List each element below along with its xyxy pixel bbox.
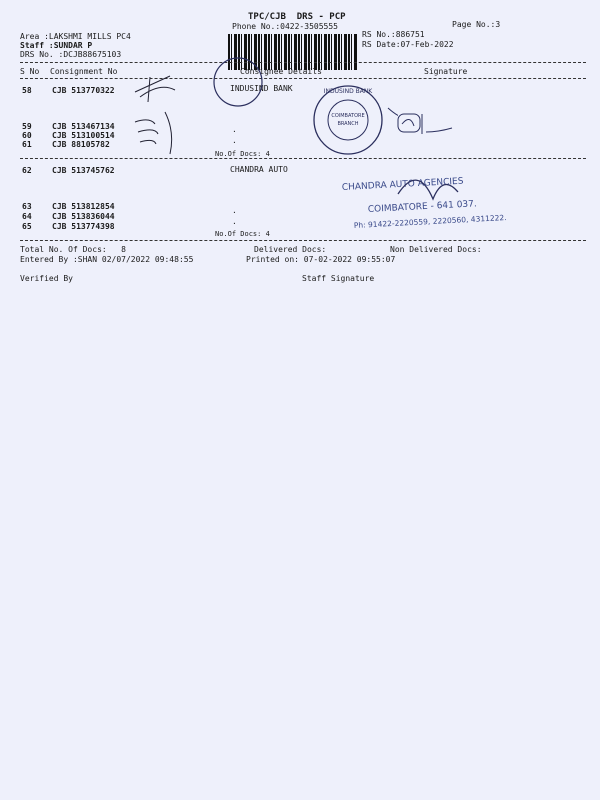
handwritten-signature [130, 72, 220, 162]
chandra-auto-stamp [338, 164, 538, 234]
row-sno: 58 [22, 86, 32, 95]
row-consignment: CJB 513812854 [52, 202, 115, 211]
entered-by: Entered By :SHAN 02/07/2022 09:48:55 [20, 255, 194, 264]
col-sno: S No [20, 67, 40, 76]
verified-by: Verified By [20, 274, 73, 283]
docs-count: No.Of Docs: 4 [215, 150, 270, 158]
svg-text:BRANCH: BRANCH [337, 121, 359, 127]
rs-date: RS Date:07-Feb-2022 [362, 40, 454, 49]
col-consignee: Consignee Details [240, 67, 322, 76]
drs-number: DRS No. :DCJB88675103 [20, 50, 122, 59]
svg-text:Ph: 91422-2220559, 2220560, 43: Ph: 91422-2220559, 2220560, 4311222. [353, 213, 507, 230]
row-consignment: CJB 513467134 [52, 122, 115, 131]
row-sno: 65 [22, 222, 32, 231]
docs-count: No.Of Docs: 4 [215, 230, 270, 238]
phone-number: Phone No.:0422-3505555 [232, 22, 338, 31]
row-consignment: CJB 513745762 [52, 166, 115, 175]
row-sno: 61 [22, 140, 32, 149]
document-title: TPC/CJB DRS - PCP [248, 12, 346, 22]
row-sno: 64 [22, 212, 32, 221]
page-number: Page No.:3 [452, 20, 501, 29]
bank-round-stamp [208, 46, 398, 166]
row-sno: 59 [22, 122, 32, 131]
row-consignment: CJB 513774398 [52, 222, 115, 231]
svg-text:INDUSIND BANK: INDUSIND BANK [323, 88, 373, 95]
non-delivered-docs: Non Delivered Docs: [390, 245, 482, 254]
row-sno: 63 [22, 202, 32, 211]
consignee-name: INDUSIND BANK [230, 84, 293, 93]
row-consignment: CJB 513770322 [52, 86, 115, 95]
svg-text:CHANDRA AUTO AGENCIES: CHANDRA AUTO AGENCIES [341, 176, 464, 193]
row-consignment: CJB 513100514 [52, 131, 115, 140]
staff-signature-label: Staff Signature [302, 274, 375, 283]
area-label: Area :LAKSHMI MILLS PC4 [20, 32, 131, 41]
row-consignment: CJB 513836044 [52, 212, 115, 221]
total-docs: Total No. Of Docs: 8 [20, 245, 126, 254]
rs-number: RS No.:886751 [362, 30, 425, 39]
svg-text:COIMBATORE: COIMBATORE [331, 113, 365, 119]
col-consignment: Consignment No [50, 67, 118, 76]
staff-label: Staff :SUNDAR P [20, 41, 93, 50]
divider [20, 240, 586, 241]
svg-text:COIMBATORE - 641 037.: COIMBATORE - 641 037. [367, 199, 478, 215]
printed-on: Printed on: 07-02-2022 09:55:07 [246, 255, 396, 264]
row-sno: 62 [22, 166, 32, 175]
handwritten-signature [392, 110, 462, 140]
delivered-docs: Delivered Docs: [254, 245, 327, 254]
row-sno: 60 [22, 131, 32, 140]
consignee-name: CHANDRA AUTO [230, 165, 288, 174]
row-consignment: CJB 88105782 [52, 140, 110, 149]
col-signature: Signature [424, 67, 468, 76]
